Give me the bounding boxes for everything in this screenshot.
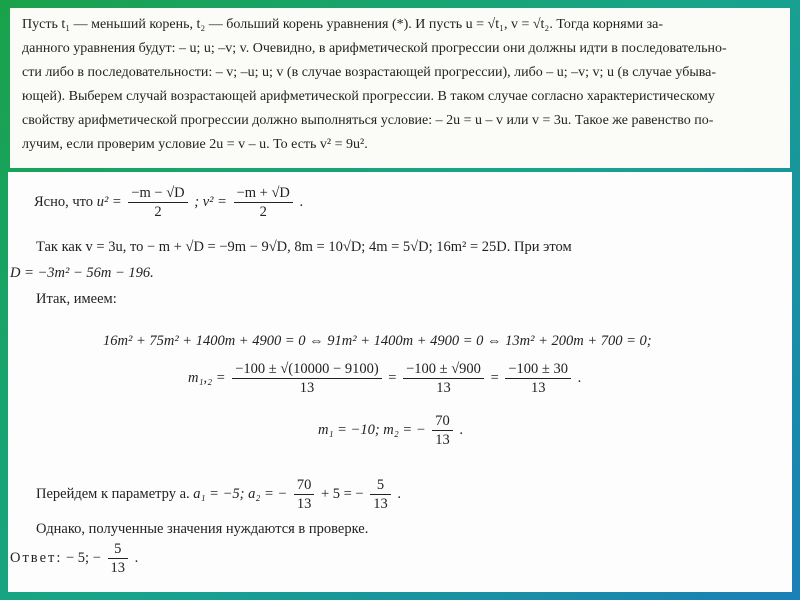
param-text: Перейдем к параметру a. (36, 486, 190, 502)
param-fraction-2 (370, 476, 391, 513)
quadratic-line: 16m² + 75m² + 1400m + 4900 = 0 ⇔ 91m² + 1400m + 4900 = 0 ⇔ 13m² + 200m + 700 = 0; (103, 333, 652, 349)
answer-value: − 5; − (66, 550, 101, 566)
param-denominator-1: 13 (296, 496, 312, 513)
roots-denominator: 13 (435, 432, 450, 449)
param-numerator-1: 70 (294, 476, 315, 495)
param-eq1: a₁ = −5; a₂ = − (193, 486, 288, 502)
roots-numerator: 70 (432, 412, 453, 431)
param-numerator-2: 5 (370, 476, 391, 495)
v2-period: . (299, 194, 304, 210)
f3-numerator: −100 ± 30 (505, 360, 571, 379)
check-line: Однако, полученные значения нуждаются в проверке. (36, 521, 369, 537)
param-line: Перейдем к параметру a. a₁ = −5; a₂ = − $\frac{70}{13}$ + 5 = − $\frac{5}{13}$ . (36, 477, 401, 513)
param-denominator-2: 13 (373, 496, 388, 513)
m12-fraction-2 (403, 360, 484, 397)
top-line-4: ющей). Выберем случай возрастающей арифметической прогрессии. В таком случае согласно характеристическому (22, 89, 715, 104)
param-fraction-1 (294, 476, 315, 513)
m12-line: m₁,₂ = $\frac{-100 \pm √(10000 - 9100)}{13}$ = $\frac{-100 \pm √900}{13}$ = $\frac{-100 \pm 30}{13}$ . (188, 361, 582, 397)
u2-lhs: u² = (96, 194, 122, 210)
m12-fraction-3 (505, 360, 571, 397)
roots-fraction (432, 412, 453, 449)
top-line-1: Пусть t₁ — меньший корень, t₂ — больший корень уравнения (*). И пусть u = √t₁, v = √t₂. Тогда корнями за- (22, 17, 663, 32)
f2-denominator: 13 (436, 380, 451, 397)
bottom-solution-panel (8, 172, 792, 592)
u-v-squared-line (34, 182, 303, 222)
top-text-panel (10, 8, 790, 168)
top-line-3: сти либо в последовательности: – v; –u; u; v (в случае возрастающей прогрессии), либо – u; –v; v; u (в случае убыва- (22, 65, 717, 80)
top-line-6: лучим, если проверим условие 2u = v – u. То есть v² = 9u². (22, 137, 368, 152)
clear-label: Ясно, что (34, 194, 94, 210)
m12-fraction-1 (232, 360, 381, 397)
v2-fraction (234, 184, 293, 221)
top-line-5: свойству арифметической прогрессии должно выполняться условие: – 2u = u – v или v = 3u. Такое же равенство по- (22, 113, 714, 128)
u2-denominator: 2 (154, 204, 162, 221)
v2-lhs: ; v² = (194, 194, 227, 210)
param-mid: + 5 = − (320, 486, 364, 502)
f1-numerator: −100 ± √(10000 − 9100) (232, 360, 381, 379)
f3-denominator: 13 (530, 380, 546, 397)
roots-line: m₁ = −10; m₂ = − $\frac{70}{13}$ . (318, 413, 463, 449)
roots-lhs: m₁ = −10; m₂ = − (318, 422, 426, 438)
since-line: Так как v = 3u, то − m + √D = −9m − 9√D, 8m = 10√D; 4m = 5√D; 16m² = 25D. При этом (36, 239, 572, 255)
answer-line: Ответ: − 5; − $\frac{5}{13}$ . (10, 541, 139, 577)
u2-numerator: −m − √D (128, 184, 187, 203)
m12-lhs: m₁,₂ = (188, 370, 226, 386)
answer-denominator: 13 (110, 560, 126, 577)
f2-numerator: −100 ± √900 (403, 360, 484, 379)
top-line-2: данного уравнения будут: – u; u; –v; v. Очевидно, в арифметической прогрессии они должны идти в последовательно- (22, 41, 727, 56)
answer-numerator: 5 (108, 540, 129, 559)
v2-numerator: −m + √D (234, 184, 293, 203)
f1-denominator: 13 (299, 380, 315, 397)
u2-fraction (128, 184, 187, 221)
answer-label: Ответ: (10, 550, 63, 566)
answer-fraction (108, 540, 129, 577)
itak-line: Итак, имеем: (36, 291, 117, 307)
d-line: D = −3m² − 56m − 196. (10, 265, 154, 281)
v2-denominator: 2 (259, 204, 267, 221)
